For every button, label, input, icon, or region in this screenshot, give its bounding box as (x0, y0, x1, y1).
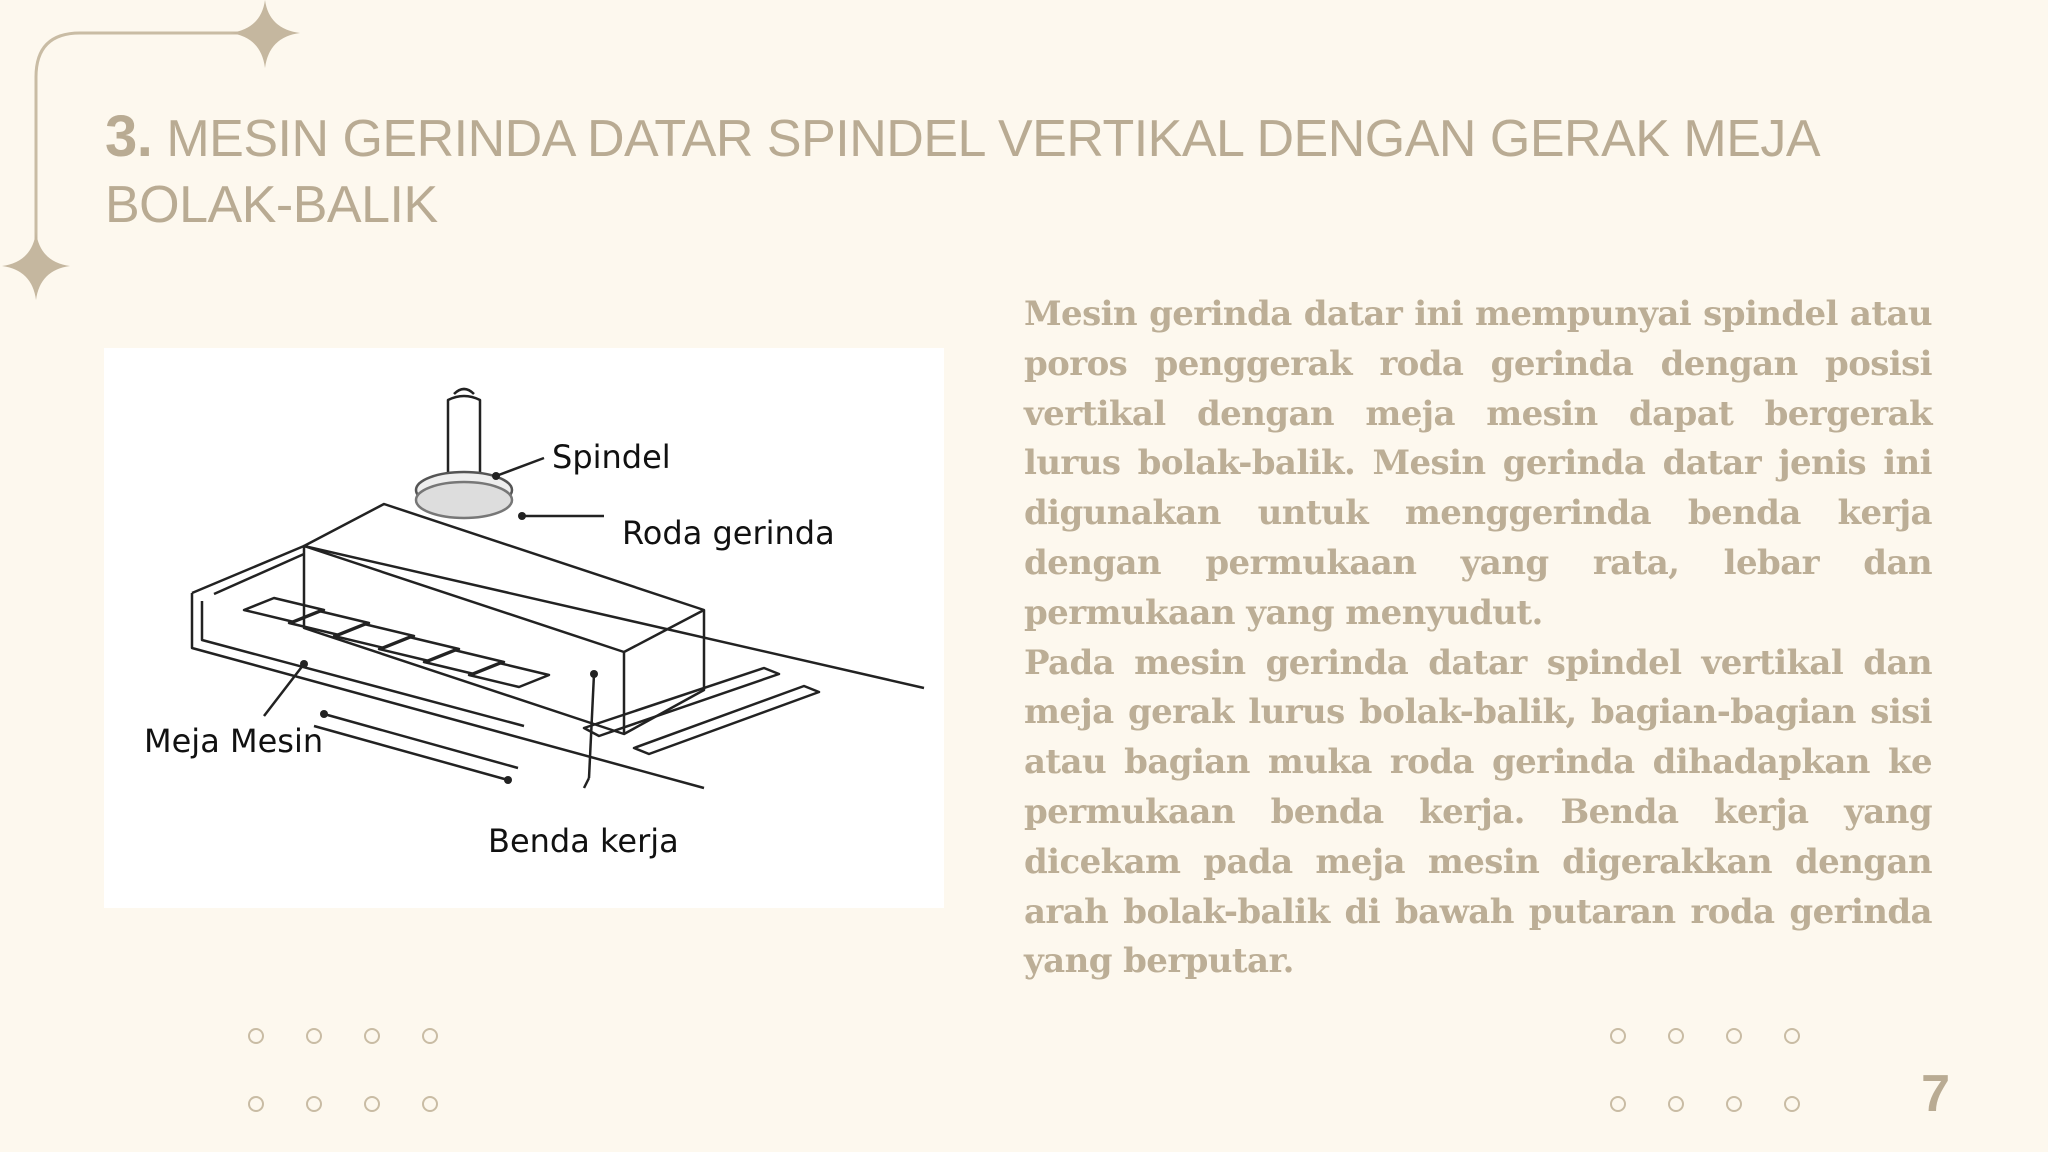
dot-decoration (306, 1096, 322, 1112)
label-meja-mesin: Meja Mesin (144, 722, 324, 760)
label-roda-gerinda: Roda gerinda (622, 514, 835, 552)
dot-decoration (422, 1028, 438, 1044)
dot-grid-right (1610, 1028, 1800, 1112)
dot-decoration (1726, 1096, 1742, 1112)
dot-grid-left (248, 1028, 438, 1112)
dot-decoration (1784, 1028, 1800, 1044)
dot-decoration (248, 1096, 264, 1112)
dot-decoration (422, 1096, 438, 1112)
slide-title (105, 104, 1965, 238)
dot-decoration (1668, 1028, 1684, 1044)
title-number: 3. (105, 104, 153, 169)
grinder-diagram (104, 348, 944, 908)
dot-decoration (1610, 1096, 1626, 1112)
dot-decoration (248, 1028, 264, 1044)
dot-decoration (364, 1028, 380, 1044)
dot-decoration (306, 1028, 322, 1044)
dot-decoration (1610, 1028, 1626, 1044)
title-text: MESIN GERINDA DATAR SPINDEL VERTIKAL DENGAN GERAK MEJA BOLAK-BALIK (105, 110, 1818, 234)
paragraph-2: Pada mesin gerinda datar spindel vertikal dan meja gerak lurus bolak-balik, bagian-bagian sisi atau bagian muka roda gerinda dihadapkan ke permukaan benda kerja. Benda kerja yang dicekam pada meja mesin digerakkan dengan arah bolak-balik di bawah putaran roda gerinda yang berputar. (1024, 642, 1932, 982)
label-benda-kerja: Benda kerja (488, 822, 679, 860)
dot-decoration (1668, 1096, 1684, 1112)
dot-decoration (1784, 1096, 1800, 1112)
dot-decoration (1726, 1028, 1742, 1044)
label-spindel: Spindel (552, 438, 671, 476)
paragraph-1: Mesin gerinda datar ini mempunyai spindel atau poros penggerak roda gerinda dengan posisi vertikal dengan meja mesin dapat bergerak lurus bolak-balik. Mesin gerinda datar jenis ini digunakan untuk menggerinda benda kerja dengan permukaan yang rata, lebar dan permukaan yang menyudut. (1024, 294, 1932, 633)
sparkle-icon (2, 232, 70, 300)
sparkle-icon (230, 0, 300, 68)
page-number: 7 (1921, 1065, 1950, 1123)
dot-decoration (364, 1096, 380, 1112)
diagram-svg (104, 348, 944, 908)
body-text (1024, 290, 1932, 987)
